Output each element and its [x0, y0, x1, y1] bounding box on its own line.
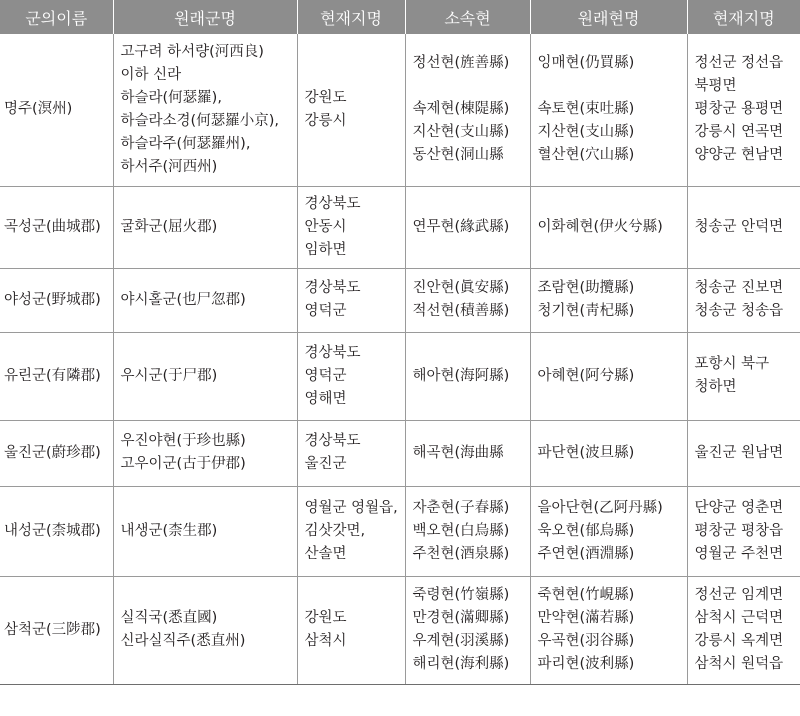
cell-current-place-name-2: [687, 34, 800, 186]
cell-line: 신라실직주(悉直州): [120, 633, 246, 649]
cell-line: 평창군 평창읍: [694, 522, 784, 539]
table-row: [0, 576, 800, 684]
cell-line: 만약현(滿若縣): [537, 610, 635, 626]
cell-line: 포항시 북구: [694, 356, 770, 372]
table-row: [0, 186, 800, 268]
cell-line: 내생군(柰生郡): [120, 522, 218, 539]
cell-line: 지산현(支山縣): [537, 124, 635, 141]
cell-line: 주연현(酒淵縣): [537, 545, 635, 562]
cell-line: 백오현(白烏縣): [412, 522, 510, 539]
cell-line: 곡성군(曲城郡): [4, 218, 101, 235]
cell-current-place-name-2: [687, 186, 800, 268]
cell-county-name: [0, 332, 113, 420]
cell-original-prefecture-name: [530, 486, 687, 576]
cell-line: 산솔면: [304, 545, 347, 562]
cell-current-place-name: [297, 576, 405, 684]
cell-current-place-name: [297, 332, 405, 420]
cell-line: 영월군 주천면: [694, 545, 784, 562]
cell-line: 경상북도: [304, 433, 361, 449]
cell-line: 경상북도: [304, 344, 361, 361]
cell-line: 죽현현(竹峴縣): [537, 587, 635, 603]
cell-original-prefecture-name: [530, 576, 687, 684]
cell-county-name: [0, 186, 113, 268]
cell-current-place-name-2: [687, 268, 800, 332]
header-current-place-name-2: 현재지명: [687, 0, 800, 34]
table-row: [0, 34, 800, 186]
cell-line: 강원도: [304, 610, 347, 626]
cell-line: 동산현(洞山縣: [412, 147, 504, 164]
cell-line: 정선군 임계면: [694, 587, 784, 603]
cell-line: 해아현(海阿縣): [412, 367, 510, 384]
cell-line: 울진군 원남면: [694, 444, 784, 461]
cell-original-prefecture-name: [530, 268, 687, 332]
cell-line: 진안현(眞安縣): [412, 280, 510, 296]
cell-line: 속제현(棟隄縣): [412, 101, 510, 118]
cell-original-county-name: [113, 332, 297, 420]
cell-current-place-name-2: [687, 332, 800, 420]
cell-line: 청송군 안덕면: [694, 218, 784, 235]
header-row: [0, 0, 800, 34]
cell-line: 삼척시 근덕면: [694, 610, 784, 626]
cell-line: 적선현(積善縣): [412, 303, 510, 319]
cell-line: 이하 신라: [120, 66, 182, 83]
cell-line: 만경현(滿卿縣): [412, 610, 510, 626]
cell-county-name: [0, 486, 113, 576]
cell-line: 청하면: [694, 379, 737, 395]
cell-line: 우진야현(于珍也縣): [120, 433, 246, 449]
cell-line: 고우이군(古于伊郡): [120, 456, 246, 472]
cell-line: 하슬라주(何瑟羅州),: [120, 135, 251, 152]
cell-line: 유린군(有隣郡): [4, 367, 101, 384]
cell-original-county-name: [113, 576, 297, 684]
cell-line: 우계현(羽溪縣): [412, 633, 510, 649]
cell-original-county-name: [113, 268, 297, 332]
cell-county-name: [0, 34, 113, 186]
cell-line: 강릉시: [304, 112, 347, 129]
cell-affiliated-county: [405, 332, 530, 420]
cell-line: 경상북도: [304, 195, 361, 212]
cell-line: 양양군 현남면: [694, 147, 784, 164]
cell-original-prefecture-name: [530, 332, 687, 420]
table-row: [0, 486, 800, 576]
cell-line: 을아단현(乙阿丹縣): [537, 499, 663, 516]
cell-current-place-name-2: [687, 576, 800, 684]
cell-line: 정선군 정선읍: [694, 55, 784, 72]
table-row: [0, 332, 800, 420]
cell-line: 삼척시 원덕읍: [694, 656, 784, 672]
cell-line: 임하면: [304, 241, 347, 258]
cell-line: 이화혜현(伊火兮縣): [537, 218, 663, 235]
cell-line: 청송군 진보면: [694, 280, 784, 296]
cell-line: 야성군(野城郡): [4, 291, 101, 308]
header-current-place-name: 현재지명: [297, 0, 405, 34]
cell-affiliated-county: [405, 486, 530, 576]
cell-line: 강릉시 연곡면: [694, 124, 784, 141]
cell-line: 울진군: [304, 456, 347, 472]
cell-line: 혈산현(穴山縣): [537, 147, 635, 164]
cell-line: 울진군(蔚珍郡): [4, 444, 101, 461]
table-row: [0, 268, 800, 332]
cell-line: 파단현(波旦縣): [537, 444, 635, 461]
cell-line: 잉매현(仍買縣): [537, 55, 635, 72]
cell-line: 삼척군(三陟郡): [4, 621, 101, 638]
cell-current-place-name: [297, 420, 405, 486]
cell-current-place-name: [297, 34, 405, 186]
cell-line: 아혜현(阿兮縣): [537, 367, 635, 384]
cell-line: 하슬라(何瑟羅),: [120, 89, 222, 106]
cell-current-place-name: [297, 186, 405, 268]
cell-line: 김삿갓면,: [304, 522, 366, 539]
cell-original-prefecture-name: [530, 34, 687, 186]
cell-line: 하서주(河西州): [120, 158, 218, 175]
cell-line: 실직국(悉直國): [120, 610, 218, 626]
cell-line: 삼척시: [304, 633, 347, 649]
cell-county-name: [0, 268, 113, 332]
cell-affiliated-county: [405, 420, 530, 486]
cell-line: 영덕군: [304, 303, 347, 319]
cell-affiliated-county: [405, 34, 530, 186]
cell-line: 죽령현(竹嶺縣): [412, 587, 510, 603]
header-original-prefecture-name: 원래현명: [530, 0, 687, 34]
cell-current-place-name-2: [687, 420, 800, 486]
cell-line: 영월군 영월읍,: [304, 499, 398, 516]
cell-line: 영해면: [304, 390, 347, 407]
cell-line: 평창군 용평면: [694, 101, 784, 118]
cell-line: 영덕군: [304, 367, 347, 384]
cell-line: 청기현(靑杞縣): [537, 303, 635, 319]
cell-line: 우곡현(羽谷縣): [537, 633, 635, 649]
header-county-name: 군의이름: [0, 0, 113, 34]
cell-line: 안동시: [304, 218, 347, 235]
header-affiliated-counties: 소속현: [405, 0, 530, 34]
cell-county-name: [0, 576, 113, 684]
cell-line: 내성군(柰城郡): [4, 522, 101, 539]
cell-original-prefecture-name: [530, 420, 687, 486]
cell-line: 속토현(束吐縣): [537, 101, 635, 118]
cell-line: 주천현(酒泉縣): [412, 545, 510, 562]
cell-county-name: [0, 420, 113, 486]
cell-original-county-name: [113, 186, 297, 268]
cell-line: 명주(溟州): [4, 101, 73, 118]
cell-affiliated-county: [405, 268, 530, 332]
table-row: [0, 420, 800, 486]
cell-line: 고구려 하서량(河西良): [120, 43, 264, 60]
cell-original-county-name: [113, 420, 297, 486]
cell-line: 우시군(于尸郡): [120, 367, 218, 384]
cell-line: 북평면: [694, 78, 737, 95]
cell-line: 욱오현(郁烏縣): [537, 522, 635, 539]
cell-line: 굴화군(屈火郡): [120, 218, 218, 235]
cell-line: 경상북도: [304, 280, 361, 296]
cell-line: 강릉시 옥계면: [694, 633, 784, 649]
cell-line: 해리현(海利縣): [412, 656, 510, 672]
cell-current-place-name: [297, 486, 405, 576]
cell-line: [538, 75, 687, 98]
cell-line: 강원도: [304, 89, 347, 106]
cell-line: [413, 75, 530, 98]
cell-original-county-name: [113, 486, 297, 576]
cell-current-place-name-2: [687, 486, 800, 576]
cell-line: 야시홀군(也尸忽郡): [120, 291, 246, 308]
header-original-county-name: 원래군명: [113, 0, 297, 34]
cell-affiliated-county: [405, 186, 530, 268]
cell-original-prefecture-name: [530, 186, 687, 268]
cell-line: 파리현(波利縣): [537, 656, 635, 672]
cell-line: 정선현(旌善縣): [412, 55, 510, 72]
cell-line: 청송군 청송읍: [694, 303, 784, 319]
cell-line: 하슬라소경(何瑟羅小京),: [120, 112, 279, 129]
cell-original-county-name: [113, 34, 297, 186]
cell-line: 자춘현(子春縣): [412, 499, 510, 516]
cell-line: 해곡현(海曲縣: [412, 444, 504, 461]
cell-line: 지산현(支山縣): [412, 124, 510, 141]
cell-line: 단양군 영춘면: [694, 499, 784, 516]
cell-line: 조람현(助攬縣): [537, 280, 635, 296]
cell-affiliated-county: [405, 576, 530, 684]
cell-line: 연무현(緣武縣): [412, 218, 510, 235]
cell-current-place-name: [297, 268, 405, 332]
